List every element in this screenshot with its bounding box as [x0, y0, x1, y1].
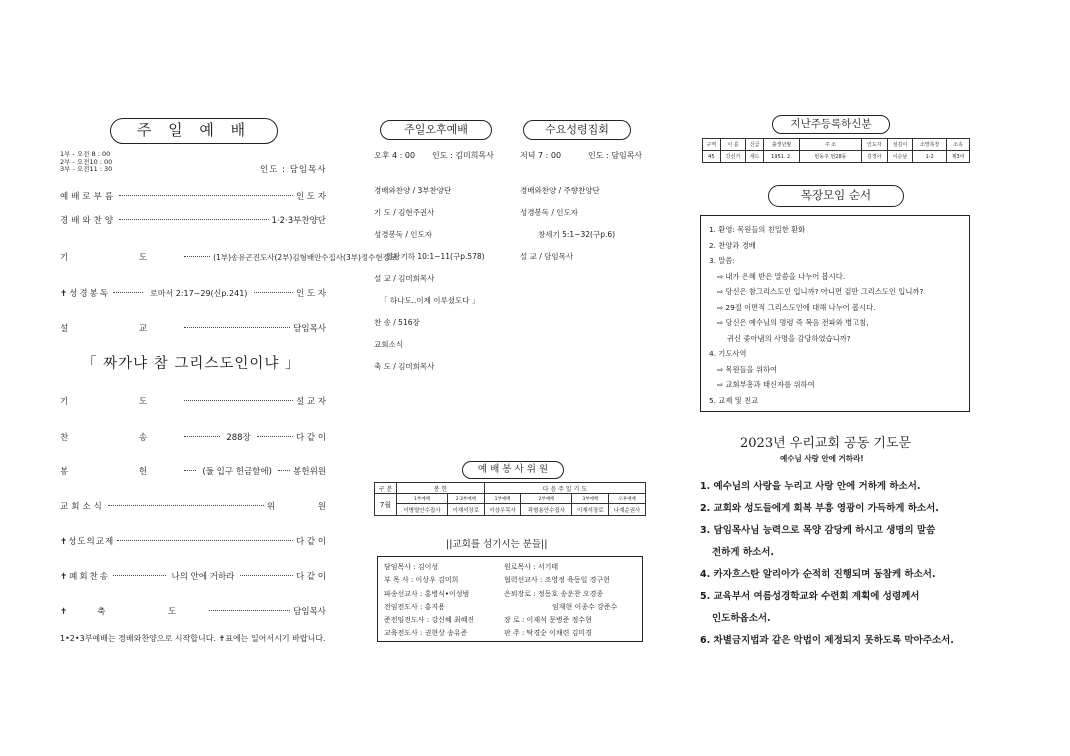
prayer-line: 2. 교회와 성도들에게 회복 부흥 영광이 가득하게 하소서.	[700, 503, 939, 514]
committee-title: 예 배 봉 사 위 원	[462, 461, 564, 479]
prayer-line: 4. 카자흐스탄 알리아가 순적히 진행되며 동참케 하소서.	[700, 569, 936, 580]
afternoon-order: 경배와찬양 / 3부찬양단 기 도 / 김현주권사 성경봉독 / 인도자 열왕기하 10:1~11(구p.578) 설 교 / 김미희목사 「 하나도..이제 이루셨도다 」 찬 송 / 516장 교회소식 축 도 / 김미희목사	[374, 186, 485, 371]
order-row: ✝성경봉독 로마서 2:17~29(신p.241) 인 도 자	[60, 289, 326, 299]
afternoon-time: 오후 4 : 00	[374, 151, 416, 160]
wednesday-time: 저녁 7 : 00	[520, 151, 562, 160]
prayer-line: 5. 교육부서 여름성경학교와 수련회 계획에 성령께서	[700, 591, 920, 602]
staff-title: ||교회를 섬기시는 분들||	[446, 539, 548, 550]
prayer-subtitle: 예수님 사랑 안에 거하라!	[780, 454, 864, 463]
prayer-line: 3. 담임목사님 능력으로 목양 감당케 하시고 생명의 말씀	[700, 525, 936, 536]
order-row: 찬 송 288장 다 같 이	[60, 433, 327, 443]
staff-right: 원로목사 : 서기태 협력선교사 : 조영정 육동일 경구현 은퇴장로 : 정동호 송운찬 오경종 임재현 이종수 강준수 장 로 : 이재석 문병준 정수현 판 주 : 탁경순 이채련 김미경	[504, 563, 618, 638]
staff-box	[377, 556, 643, 642]
order-row: ✝축 도 담임목사	[60, 607, 326, 617]
afternoon-title: 주일오후예배	[380, 120, 492, 140]
newcomer-table: 구역 이 름 신급 출생년월 주 소 인도자 섬김이 소망목장 소속 45 강선거 세드 1951. 2. 번동주 번28동 김경아 이순남 1-2 제3여	[702, 138, 970, 163]
order-row: 기 도 설 교 자	[60, 397, 326, 407]
main-leader: 인도 : 담임목사	[260, 165, 327, 175]
service-times: 1부 - 오전 8 : 00 2부 - 오전10 : 00 3부 - 오전11 : 30	[60, 150, 113, 173]
mokjang-box: 1. 환영: 목원들의 친밀한 환화 2. 찬양과 경배 3. 말씀: ⇨ 내가 은혜 받은 말씀을 나누어 봅시다. ⇨ 당신은 참그리스도인 입니까? 아니면 겉만 그리스도인 입니까? ⇨ 29절 이면적 그리스도인에 대해 나누어 봅시다. ⇨ 당신은 예수님의 명령 즉 복음 전파와 병고침, 귀신 좇아냄의 사명을 감당하였습니까? 4. 기도사역 ⇨ 목원들을 위하여 ⇨ 교회부흥과 태신자를 위하여 5. 교제 및 친교	[700, 215, 970, 412]
prayer-line: 6. 차별금지법과 같은 악법이 제정되지 못하도록 막아주소서.	[700, 635, 954, 646]
order-row: 설 교 담임목사	[60, 324, 326, 334]
order-row: ✝성도의교제 다 같 이	[60, 537, 326, 547]
order-row: 기 도 (1부)송유곤진도사(2부)김형배안수집사(3부)정수현장로	[60, 253, 398, 263]
order-row: 예배로부름 인 도 자	[60, 192, 326, 202]
wednesday-order: 경배와찬양 / 주향찬양단 성경봉독 / 인도자 창세기 5:1~32(구p.6) 설 교 / 담임목사	[520, 186, 616, 261]
prayer-line: 1. 예수님의 사랑을 누리고 사랑 안에 거하게 하소서.	[700, 481, 921, 492]
newcomer-title: 지난주등록하신분	[772, 115, 890, 134]
main-service-title: 주 일 예 배	[110, 118, 278, 144]
wednesday-title: 수요성령집회	[523, 120, 631, 140]
prayer-line: 인도하옵소서.	[712, 613, 771, 624]
prayer-title: 2023년 우리교회 공동 기도문	[740, 436, 912, 451]
order-row: ✝폐회찬송 나의 안에 거하라 다 같 이	[60, 572, 326, 582]
order-row: 경배와찬양 1·2·3부찬양단	[60, 216, 326, 226]
order-row: 봉 헌 (둘 입구 헌금함에) 봉헌위원	[60, 467, 326, 477]
mokjang-title: 목장모임 순서	[768, 185, 904, 207]
sermon-title: 「 짜가냐 참 그리스도인이냐 」	[82, 356, 301, 372]
footer-note: 1•2•3부예배는 경배와찬양으로 시작합니다. ✝표에는 일어서시기 바랍니다.	[60, 634, 326, 643]
committee-table: 구 분 봉 헌 다 음 주 일 기 도 7월 1부예배 2·3부예배 1부예배 2부예배 3부예배 오후예배 이병렬안수집사 이재석장로 이상우목사 곽형용안수집사 이재석장로 나재순권사	[374, 482, 646, 516]
wednesday-leader: 인도 : 담임목사	[588, 151, 643, 160]
afternoon-leader: 인도 : 김미희목사	[432, 151, 494, 160]
staff-left: 담임목사 : 김이성 부 목 사 : 이상우 김미희 파송선교사 : 홍병식•이성범 전임전도사 : 홍지용 준전임전도사 : 강신혜 최혜진 교육전도사 : 권현상 송유준	[384, 563, 475, 638]
prayer-line: 전하게 하소서.	[712, 547, 774, 558]
order-row: 교회소식 위 원	[60, 502, 346, 512]
